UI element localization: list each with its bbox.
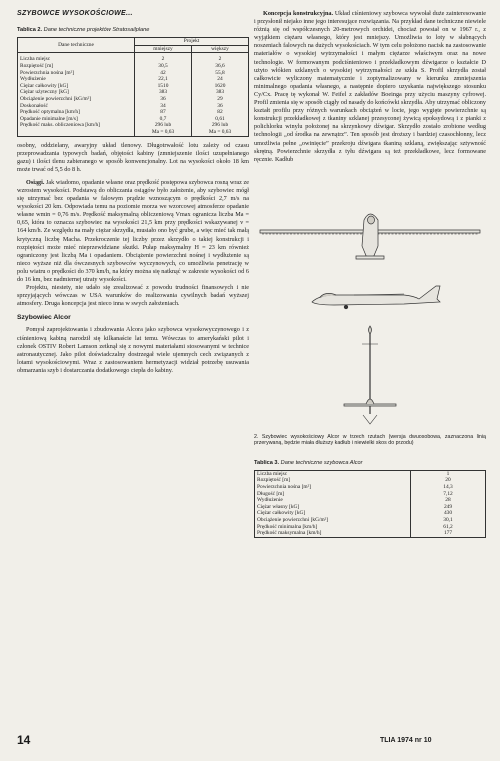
table-row bbox=[18, 83, 249, 90]
table-row-label: Ciężar własny [kG] bbox=[255, 504, 411, 511]
table-row bbox=[18, 63, 249, 70]
left-column bbox=[17, 10, 249, 375]
right-column bbox=[254, 10, 486, 538]
table3 bbox=[254, 470, 486, 538]
table-cell: 28 bbox=[411, 497, 486, 504]
table-row bbox=[255, 497, 486, 504]
table-row-label bbox=[18, 129, 135, 136]
table-cell: 34 bbox=[135, 103, 192, 110]
table-row-label: Ciężar całkowity [kG] bbox=[18, 83, 135, 90]
table-cell: 24 bbox=[192, 76, 249, 83]
table-row bbox=[255, 504, 486, 511]
table-cell: 61,2 bbox=[411, 524, 486, 531]
table2-header-project: Projekt bbox=[135, 38, 249, 46]
table-row-label: Prędkość maksymalna [km/h] bbox=[255, 530, 411, 537]
table-row-label: Opadanie minimalne [m/s] bbox=[18, 116, 135, 123]
table3-caption: Tablica 3. Dane techniczne szybowca Alcor bbox=[254, 459, 363, 466]
left-paragraph-3: Projektu, niestety, nie udało się zrealizować z powodu trudności finansowych i nie sprzyjających wówczas w USA warunków do realizowania cywilnych badań wyższej atmosfery. Druga koncepcja jest nieco inna w swych założeniach. bbox=[17, 284, 249, 308]
table-cell: 296 lub bbox=[192, 122, 249, 129]
table-cell: 430 bbox=[411, 510, 486, 517]
table-row bbox=[18, 96, 249, 103]
table-row bbox=[255, 484, 486, 491]
table-row-label: Prędkość optymalna [km/h] bbox=[18, 109, 135, 116]
table-cell: 0,61 bbox=[192, 116, 249, 123]
journal-issue: TLIA 1974 nr 10 bbox=[380, 737, 432, 744]
table-row bbox=[255, 517, 486, 524]
table-row bbox=[18, 109, 249, 116]
table-cell: 82 bbox=[192, 109, 249, 116]
table-row bbox=[18, 76, 249, 83]
table-cell: 14,3 bbox=[411, 484, 486, 491]
table-row bbox=[255, 530, 486, 537]
left-paragraph-2: Osiągi. Jak wiadomo, opadanie własne oraz prędkość postępowa szybowca rosną wraz ze wzrostem wysokości. Podstawą do obliczania osiągów było założenie, aby szybowiec mógł się utrzymać bez opadania w falowym prądzie wznoszącym o prędkości 2,7 m/s na wysokości 20 km. Odpowiada temu na poziomie morza we wzorcowej atmosferze opadanie własne wmin = 0,76 m/s. Prędkość maksymalną obliczeniową Vmax ogranicza liczba Ma = 0,65, która to oznacza szybowiec na wysokości 21,5 km przy prędkości wskazywanej v = 164 km/h. Ze względu na mały ciężar skrzydła, musiało ono być grube, a więc mieć tak małą krytyczną liczbę Macha. Przekroczenie tej liczby przez skrzydło o takiej konstrukcji i rozpiętości może mieć nieprzewidziane skutki. Pułap maksymalny H = 23 km również ograniczony jest liczbą Ma i opadaniem. Obciążenie powierzchni nośnej i wydłużenie są nieco wyższe niż dla ówczesnych szybowców wyczynowych, co umożliwia penetrację w polu wiatru o prędkości do 370 km/h, na który można się natknąć w zakresie wysokości od 6 do 16 km, bez nadmiernej utraty wysokości. bbox=[17, 178, 249, 283]
table-row-label: Powierzchnia nośna [m²] bbox=[255, 484, 411, 491]
page-number: 14 bbox=[17, 733, 31, 747]
table-cell: 7,12 bbox=[411, 491, 486, 498]
table-row bbox=[18, 53, 249, 63]
table-row-label: Rozpiętość [m] bbox=[255, 477, 411, 484]
table-cell: 55,8 bbox=[192, 70, 249, 77]
table-cell: 30,1 bbox=[411, 517, 486, 524]
table-row-label: Długość [m] bbox=[255, 491, 411, 498]
table2-header-data: Dane techniczne bbox=[18, 38, 135, 53]
table-cell: 22,1 bbox=[135, 76, 192, 83]
table-row-label: Powierzchnia nośna [m²] bbox=[18, 70, 135, 77]
table-cell: Ma = 0,63 bbox=[135, 129, 192, 136]
table-cell: 20 bbox=[411, 477, 486, 484]
table-row-label: Wydłużenie bbox=[255, 497, 411, 504]
table-row bbox=[18, 70, 249, 77]
table-cell: 383 bbox=[192, 89, 249, 96]
table-cell: 1 bbox=[411, 470, 486, 477]
table-row bbox=[18, 89, 249, 96]
table-cell: 36 bbox=[135, 96, 192, 103]
table2-header-large: większy bbox=[192, 45, 249, 53]
table2 bbox=[17, 37, 249, 136]
table-row-label: Doskonałość bbox=[18, 103, 135, 110]
table-row bbox=[255, 510, 486, 517]
table-row-label: Obciążenie powierzchni [kG/m²] bbox=[255, 517, 411, 524]
table-cell: Ma = 0,63 bbox=[192, 129, 249, 136]
table-row-label: Wydłużenie bbox=[18, 76, 135, 83]
table-row bbox=[18, 103, 249, 110]
figure-caption: 2. Szybowiec wysokościowy Alcor w trzech rzutach (wersja dwuosobowa, zaznaczona linią przerywaną, będzie miała dłuższy kadłub i niewielki skos do przodu) bbox=[254, 433, 486, 447]
table2-header-small: mniejszy bbox=[135, 45, 192, 53]
table-cell: 2 bbox=[135, 53, 192, 63]
left-paragraph-1: osobny, oddzielany, awaryjny układ tlenowy. Długotrwałość lotu zależy od czasu przeprowadzania typowych badań, objętości kabiny (zmniejszenie ilości uzupełnianego gazu) i ilości tlenu zabieranego w sposób konwencjonalny. Lot na wysokości około 18 km może trwać od 5,5 do 8 h. bbox=[17, 141, 249, 173]
table-row bbox=[255, 491, 486, 498]
glider-drawing-svg bbox=[254, 168, 486, 430]
table-cell: 1510 bbox=[135, 83, 192, 90]
table-row-label: Rozpiętość [m] bbox=[18, 63, 135, 70]
table-row-label: Obciążenie powierzchni [kG/m²] bbox=[18, 96, 135, 103]
glider-front-view bbox=[344, 326, 396, 424]
table2-body bbox=[18, 53, 249, 136]
table-cell: 249 bbox=[411, 504, 486, 511]
table-cell: 30,5 bbox=[135, 63, 192, 70]
table-row bbox=[18, 122, 249, 129]
table-row bbox=[255, 477, 486, 484]
table-cell: 177 bbox=[411, 530, 486, 537]
section-heading-alcor: Szybowiec Alcor bbox=[17, 314, 71, 322]
table-cell: 2 bbox=[192, 53, 249, 63]
table-row-label: Liczba miejsc bbox=[18, 53, 135, 63]
glider-top-view bbox=[260, 214, 480, 259]
table2-caption: Tablica 2. Dane techniczne projektów Stratosailplane bbox=[17, 27, 150, 34]
table-cell: 36,6 bbox=[192, 63, 249, 70]
table-row bbox=[18, 116, 249, 123]
right-paragraph-1: Koncepcja konstrukcyjna. Układ ciśnieniowy szybowca wywołał duże zainteresowanie i przysłonił niejako inne jego interesujące rozwiązania. Na przykład dane techniczne niewiele różnią się od współczesnych 20-metrowych orchidei, chociaż powstał on w 1967 r., z wyjątkiem ciężaru własnego, który jest mniejszy. Umożliwia to loty w słabnących noszeniach falowych na dużych wysokościach. W tym celu położono nacisk na zastosowanie materiałów o wysokiej wytrzymałości i małym ciężarze właściwym oraz na nowe technologie. W formowanym podciśnieniowo i przekładkowym dźwigarze o kształcie D użyto włókien szklanych o wysokiej wytrzymałości ze szkła S. Profil skrzydła został całkowicie wyliczony matematycznie i zoptymalizowany w kierunku zmniejszenia minimalnego opadania własnego, a następnie dopiero uzyskania największego stosunku Cy/Cx. Pracę tę wykonał W. Feifel z zakładów Boeinga przy użyciu maszyny cyfrowej. Profil zmienia się w sposób ciągły od nasady do końcówki skrzydła. Aby utrzymać obliczony kształt profilu przy różnych warunkach obciążeń w locie, jego wygięte powierzchnie są konstrukcji przekładkowej z tkaniny szklanej przesyconej żywicą epoksydową i z pianki z polichlorku winylu położonej na skrzynkowy dźwigar. Skrzydło zostało zrobione według technologii „od środka na zewnątrz”. Ten sposób jest droższy i bardziej czasochłonny, lecz umożliwia pełne „owinięcie” przekroju dźwigara tkaniną szklaną, zwiększając sztywność skrętną. Powierzchnie skrzydła z tyłu dźwigara są też przekładkowe, lecz formowane ręcznie. Kadłub bbox=[254, 10, 486, 163]
table-row bbox=[255, 524, 486, 531]
table3-body bbox=[255, 470, 486, 537]
table-row-label: Liczba miejsc bbox=[255, 470, 411, 477]
table-row-label: Ciężar użyteczny [kG] bbox=[18, 89, 135, 96]
table-cell: 383 bbox=[135, 89, 192, 96]
table-row-label: Prędkość minimalna [km/h] bbox=[255, 524, 411, 531]
table-cell: 87 bbox=[135, 109, 192, 116]
table-row bbox=[18, 129, 249, 136]
table-row-label: Prędkość maks. obliczeniowa [km/h] bbox=[18, 122, 135, 129]
table-row bbox=[255, 470, 486, 477]
glider-side-view bbox=[312, 286, 440, 309]
table-row-label: Ciężar całkowity [kG] bbox=[255, 510, 411, 517]
left-paragraph-4: Pomysł zaprojektowania i zbudowania Alcora jako szybowca wysokowyczynowego i z ciśnieniową kabiną narodził się kilkanaście lat temu. Wówczas to amerykański pilot i członek OSTIV Robert Lamson zetknął się z nowymi materiałami stosowanymi w technice astronautycznej. Jako pilot doświadczalny dostrzegał wiele ujemnych cech związanych z lotami wysokościowymi. Wraz z zastosowaniem hermetyzacji widział potrzebę usuwania obmarzania szyb i dostarczania dodatkowego ciepła do kabiny. bbox=[17, 326, 249, 374]
table-cell: 0,7 bbox=[135, 116, 192, 123]
table-cell: 42 bbox=[135, 70, 192, 77]
table-cell: 1620 bbox=[192, 83, 249, 90]
glider-three-view-drawing bbox=[254, 168, 486, 430]
running-header: SZYBOWCE WYSOKOŚCIOWE... bbox=[17, 10, 133, 17]
table-cell: 29 bbox=[192, 96, 249, 103]
table-cell: 36 bbox=[192, 103, 249, 110]
table-cell: 296 lub bbox=[135, 122, 192, 129]
